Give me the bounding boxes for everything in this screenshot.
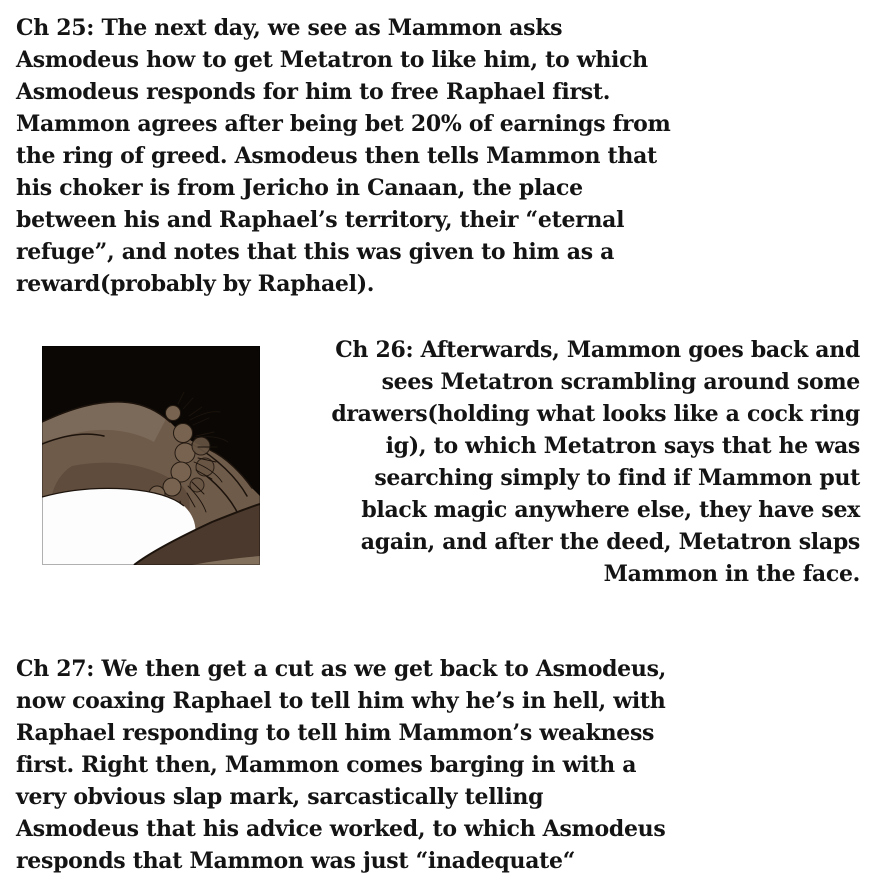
text-line: responds that Mammon was just “inadequate“ [16,848,576,874]
text-line: the ring of greed. Asmodeus then tells Mammon that [16,143,657,169]
paragraph-ch27 [16,653,666,877]
text-line: now coaxing Raphael to tell him why he’s in hell, with [16,688,666,714]
text-line: again, and after the deed, Metatron slaps [360,529,860,555]
text-line: Ch 27: We then get a cut as we get back to Asmodeus, [16,656,667,682]
text-line: Asmodeus responds for him to free Raphael first. [16,79,611,105]
text-line: Ch 25: The next day, we see as Mammon asks [16,15,563,41]
text-line: Mammon agrees after being bet 20% of earnings from [16,111,671,137]
text-line: ig), to which Metatron says that he was [385,433,860,459]
text-line: between his and Raphael’s territory, their “eternal [16,207,625,233]
text-line: reward(probably by Raphael). [16,271,375,297]
text-line: Raphael responding to tell him Mammon’s weakness [16,720,655,746]
comic-panel-illustration [42,346,260,565]
text-line: Asmodeus that his advice worked, to which Asmodeus [16,816,666,842]
paragraph-ch25 [16,12,670,300]
text-line: drawers(holding what looks like a cock ring [331,401,860,427]
text-line: Ch 26: Afterwards, Mammon goes back and [335,337,860,363]
paragraph-ch26 [290,334,860,590]
text-line: first. Right then, Mammon comes barging in with a [16,752,637,778]
text-line: refuge”, and notes that this was given to him as a [16,239,615,265]
text-line: sees Metatron scrambling around some [381,369,860,395]
text-line: very obvious slap mark, sarcastically telling [16,784,544,810]
text-line: Asmodeus how to get Metatron to like him, to which [16,47,648,73]
text-line: searching simply to find if Mammon put [374,465,860,491]
text-line: his choker is from Jericho in Canaan, the place [16,175,583,201]
text-line: Mammon in the face. [603,561,860,587]
text-line: black magic anywhere else, they have sex [361,497,860,523]
comic-panel-image [42,346,260,565]
